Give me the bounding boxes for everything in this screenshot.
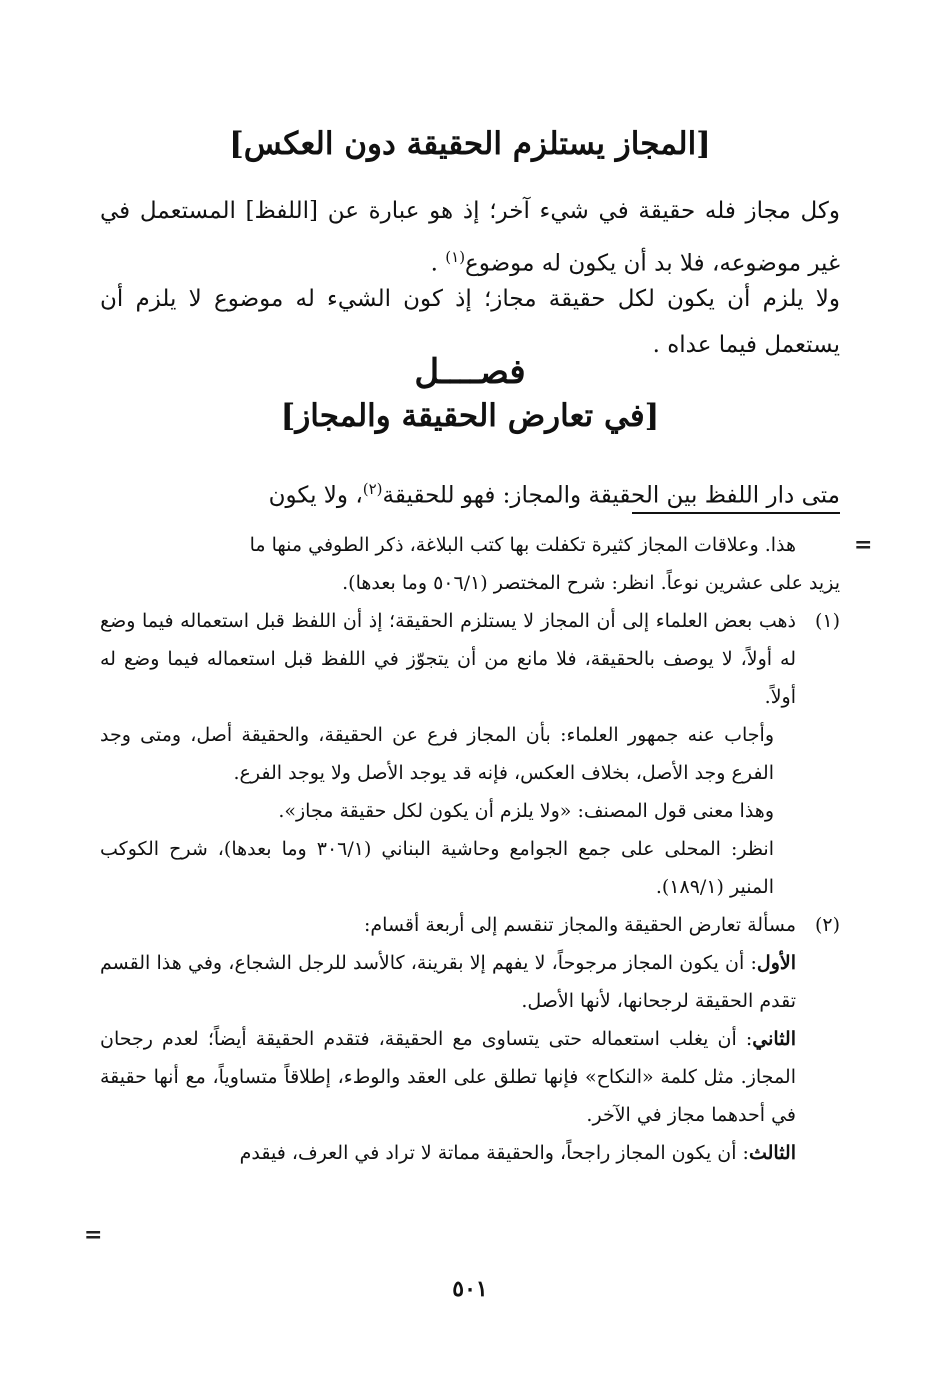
continuation-mark-top: = <box>854 532 873 558</box>
footnote-carry-line-1: هذا. وعلاقات المجاز كثيرة تكفلت بها كتب البلاغة، ذكر الطوفي منها ما <box>249 534 796 556</box>
footnote-2-third <box>100 1134 840 1172</box>
footnote-1 <box>100 602 840 716</box>
footnote-separator <box>632 512 840 514</box>
footnote-1-text: ذهب بعض العلماء إلى أن المجاز لا يستلزم الحقيقة؛ إذ أن اللفظ قبل استعماله فيما وضع له أولاً، لا يوصف بالحقيقة، فلا مانع من أن يتجوّز في اللفظ قبل استعماله فيما وضع له أولاً. <box>100 610 796 708</box>
footnote-carry-line-2: يزيد على عشرين نوعاً. انظر: شرح المختصر (٥٠٦/١ وما بعدها). <box>342 572 840 594</box>
footnote-1-meaning: وهذا معنى قول المصنف: «ولا يلزم أن يكون لكل حقيقة مجاز». <box>278 800 774 822</box>
footnote-2-intro: مسألة تعارض الحقيقة والمجاز تنقسم إلى أربعة أقسام: <box>364 914 796 936</box>
paragraph-la-yalzam: ولا يلزم أن يكون لكل حقيقة مجاز؛ إذ كون الشيء له موضوع لا يلزم أن يستعمل فيما عداه . <box>100 286 840 358</box>
footnote-2-second <box>100 1020 840 1134</box>
continuation-mark-bottom: = <box>84 1222 103 1248</box>
paragraph-text: متى دار اللفظ بين الحقيقة والمجاز: فهو للحقيقة <box>382 482 840 509</box>
footnote-ref-2: (٢) <box>362 480 383 498</box>
footnote-1-reference: انظر: المحلى على جمع الجوامع وحاشية البناني (٣٠٦/١ وما بعدها)، شرح الكوكب المنير (١٨٩/١). <box>100 838 774 898</box>
first-label: الأول <box>756 952 796 974</box>
paragraph-end: ، ولا يكون <box>268 482 363 509</box>
chapter-heading-fasl: فصــــل <box>414 352 526 392</box>
paragraph-majaz-haqiqa <box>100 188 840 287</box>
footnote-2 <box>100 906 840 944</box>
second-text: : أن يغلب استعماله حتى يتساوى مع الحقيقة، فتقدم الحقيقة أيضاً؛ لعدم رجحان المجاز. مثل كلمة «النكاح» فإنها تطلق على العقد والوطء، إطلاقاً متساوياً، مع أنها حقيقة في أحدهما مجاز في الآخر. <box>100 1028 796 1126</box>
footnote-2-number: (٢) <box>814 914 840 936</box>
paragraph-text: وكل مجاز فله حقيقة في شيء آخر؛ إذ هو عبارة عن [اللفظ] المستعمل في غير موضوعه، فلا بد أن يكون له موضوع <box>100 198 840 277</box>
first-text: : أن يكون المجاز مرجوحاً، لا يفهم إلا بقرينة، كالأسد للرجل الشجاع، وفي هذا القسم تقدم الحقيقة لرجحانها، لأنها الأصل. <box>100 952 796 1012</box>
footnote-1-number: (١) <box>814 610 840 632</box>
third-text: : أن يكون المجاز راجحاً، والحقيقة مماتة لا تراد في العرف، فيقدم <box>239 1142 749 1164</box>
footnote-1-reply: وأجاب عنه جمهور العلماء: بأن المجاز فرع عن الحقيقة، والحقيقة أصل، ومتى وجد الفرع وجد الأصل، بخلاف العكس، فإنه قد يوجد الأصل ولا يوجد الفرع. <box>100 724 774 784</box>
footnotes <box>100 526 840 1172</box>
section-title-taarud: [في تعارض الحقيقة والمجاز] <box>280 398 660 434</box>
section-title-majaz: [المجاز يستلزم الحقيقة دون العكس] <box>229 126 711 162</box>
second-label: الثاني <box>752 1028 796 1050</box>
footnote-ref-1: (١) <box>445 248 466 266</box>
paragraph-mata-dar <box>100 466 840 519</box>
page-number: ٥٠١ <box>452 1276 488 1302</box>
footnote-2-first <box>100 944 840 1020</box>
third-label: الثالث <box>748 1142 796 1164</box>
paragraph-end: . <box>430 250 446 277</box>
